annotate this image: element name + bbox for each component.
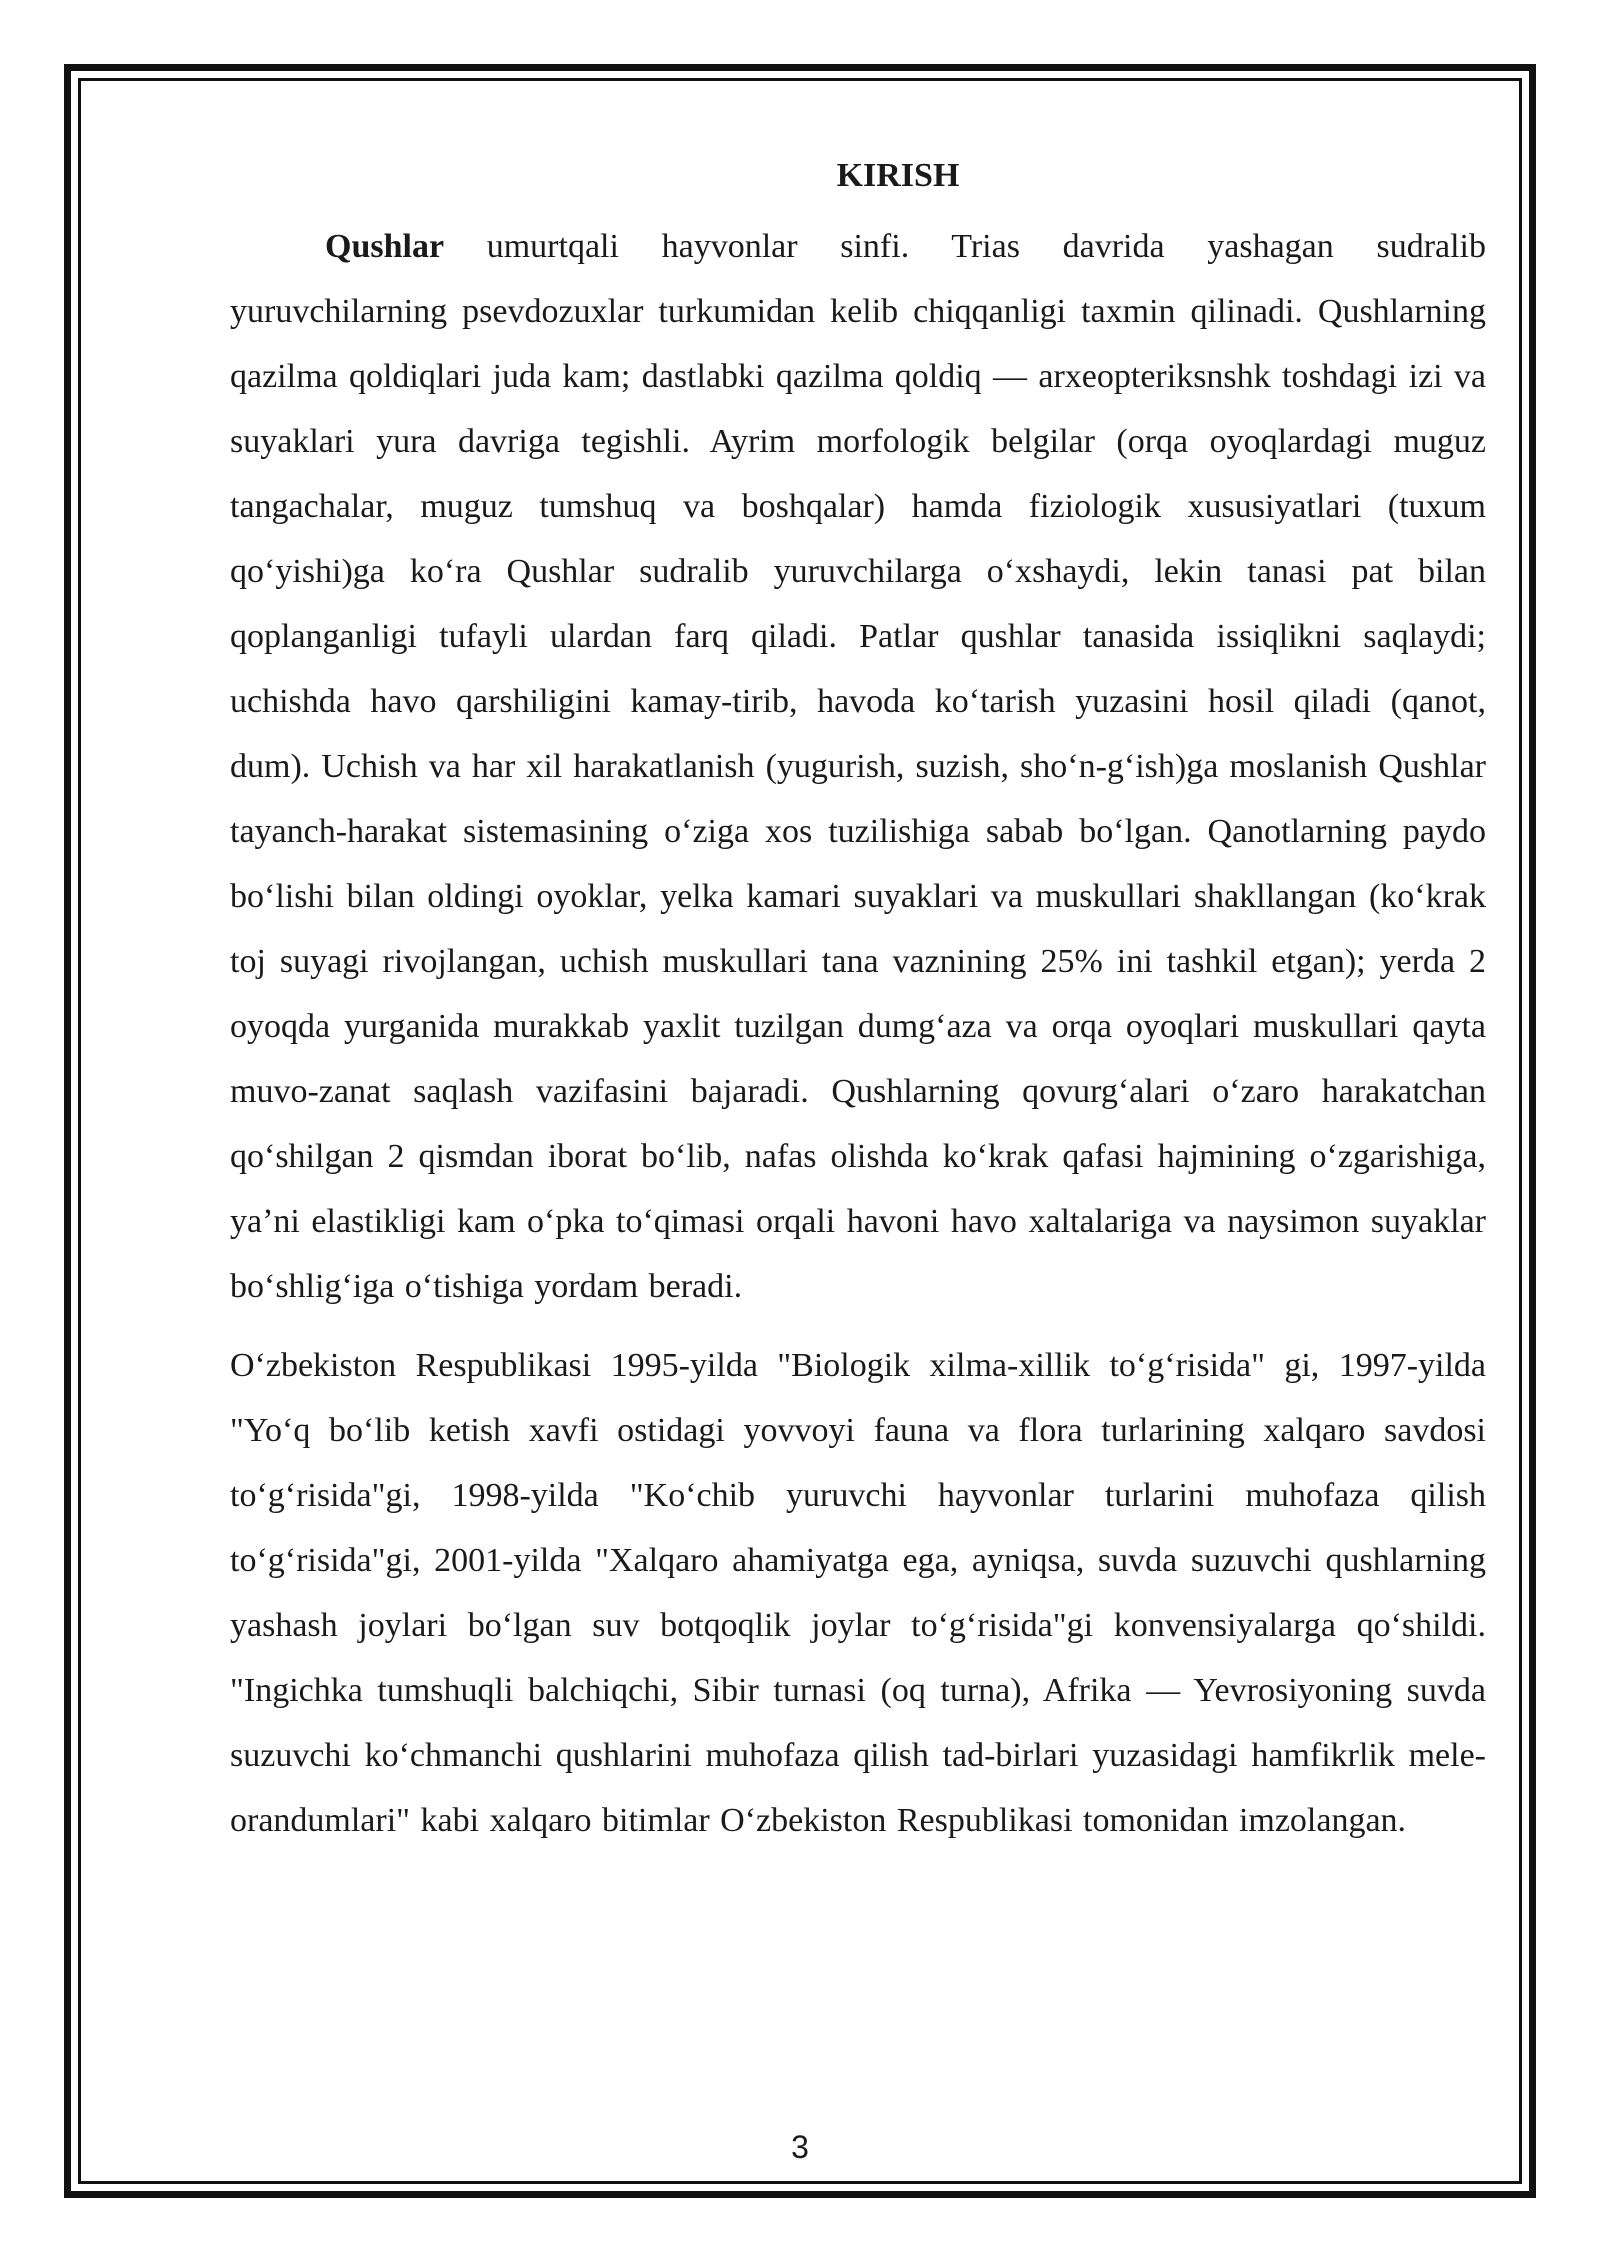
conventions-paragraph: Oʻzbekiston Respublikasi 1995-yilda "Biologik xilma-xillik toʻgʻrisida" gi, 1997-yilda "Yoʻq boʻlib ketish xavfi ostidagi yovvoyi fauna va flora turlarining xalqaro savdosi toʻgʻrisida"gi, 1998-yilda "Koʻchib yuruvchi hayvonlar turlarini muhofaza qilish toʻgʻrisida"gi, 2001-yilda "Xalqaro ahamiyatga ega, ayniqsa, suvda suzuvchi qushlarning yashash joylari boʻlgan suv botqoqlik joylar toʻgʻrisida"gi konvensiyalarga qoʻshildi. "Ingichka tumshuqli balchiqchi, Sibir turnasi (oq turna), Afrika — Yevrosiyoning suvda suzuvchi koʻchmanchi qushlarini muhofaza qilish tad-birlari yuzasidagi hamfikrlik mele-orandumlari" kabi xalqaro bitimlar Oʻzbekiston Respublikasi tomonidan imzolangan. [230, 1347, 1486, 1839]
intro-paragraph-text: umurtqali hayvonlar sinfi. Trias davrida yashagan sudralib yuruvchilarning psevdozuxlar turkumidan kelib chiqqanligi taxmin qilinadi. Qushlarning qazilma qoldiqlari juda kam; dastlabki qazilma qoldiq — arxeopteriksnshk toshdagi izi va suyaklari yura davriga tegishli. Ayrim morfologik belgilar (orqa oyoqlardagi muguz tangachalar, muguz tumshuq va boshqalar) hamda fiziologik xususiyatlari (tuxum qoʻyishi)ga koʻra Qushlar sudralib yuruvchilarga oʻxshaydi, lekin tanasi pat bilan qoplanganligi tufayli ulardan farq qiladi. Patlar qushlar tanasida issiqlikni saqlaydi; uchishda havo qarshiligini kamay-tirib, havoda koʻtarish yuzasini hosil qiladi (qanot, dum). Uchish va har xil harakatlanish (yugurish, suzish, shoʻn-gʻish)ga moslanish Qushlar tayanch-harakat sistemasining oʻziga xos tuzilishiga sabab boʻlgan. Qanotlarning paydo boʻlishi bilan oldingi oyoklar, yelka kamari suyaklari va muskullari shakllangan (koʻkrak toj suyagi rivojlangan, uchish muskullari tana vaznining 25% ini tashkil etgan); yerda 2 oyoqda yurganida murakkab yaxlit tuzilgan dumgʻaza va orqa oyoqlari muskullari qayta muvo-zanat saqlash vazifasini bajaradi. Qushlarning qovurgʻalari oʻzaro harakatchan qoʻshilgan 2 qismdan iborat boʻlib, nafas olishda koʻkrak qafasi hajmining oʻzgarishiga, yaʼni elastikligi kam oʻpka toʻqimasi orqali havoni havo xaltalariga va naysimon suyaklar boʻshligʻiga oʻtishiga yordam beradi. [230, 228, 1486, 1305]
paragraph-lead-term: Qushlar [325, 228, 445, 265]
page-content [230, 148, 1486, 1853]
intro-paragraph [230, 214, 1486, 1319]
section-title: KIRISH [836, 157, 960, 194]
page-number: 3 [791, 2129, 809, 2165]
